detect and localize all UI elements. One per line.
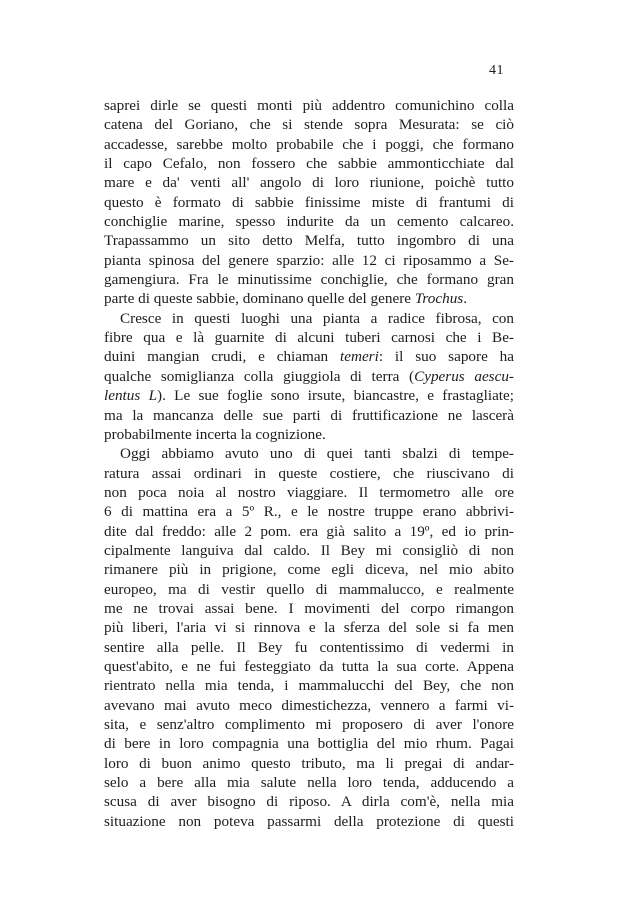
text-line: europeo, ma di vestir quello di mammalucco, e realmente bbox=[104, 580, 514, 598]
text-line: il capo Cefalo, non fossero che sabbie ammonticchiate dal bbox=[104, 155, 514, 173]
text-line: rimanere più in prigione, come egli diceva, nel mio abito bbox=[104, 561, 514, 579]
text-line bbox=[104, 386, 514, 405]
text-line: rientrato nella mia tenda, i mammalucchi del Bey, che non bbox=[104, 677, 514, 695]
text-line: non poca noia al nostro viaggiare. Il termometro alle ore bbox=[104, 483, 514, 501]
text-line: ma la mancanza delle sue parti di fruttificazione ne lascerà bbox=[104, 406, 514, 424]
text-line: ratura assai ordinari in queste costiere, che riuscivano di bbox=[104, 464, 514, 482]
text-line: probabilmente incerta la cognizione. bbox=[104, 425, 326, 443]
text-line: pianta spinosa del genere sparzio: alle 12 ci riposammo a Se- bbox=[104, 251, 514, 269]
text-run: : il suo sapore ha bbox=[378, 348, 514, 366]
text-line: selo a bere alla mia salute nella loro tenda, adducendo a bbox=[104, 774, 514, 792]
text-line bbox=[104, 289, 514, 308]
text-line: Trapassammo un sito detto Melfa, tutto ingombro di una bbox=[104, 232, 514, 250]
text-line: questo è formato di sabbie finissime miste di frantumi di bbox=[104, 193, 514, 211]
text-line: scusa di aver bisogno di riposo. A dirla com'è, nella mia bbox=[104, 793, 514, 811]
text-run: duini mangian crudi, e chiaman bbox=[104, 348, 341, 366]
text-run: qualche somiglianza colla giuggiola di terra ( bbox=[104, 367, 415, 385]
body-text bbox=[104, 96, 514, 831]
text-line: di bere in loro compagnia una bottiglia del mio rhum. Pagai bbox=[104, 735, 514, 753]
text-run: . bbox=[463, 290, 467, 308]
text-line: mare e da' venti all' angolo di loro riunione, poichè tutto bbox=[104, 174, 514, 192]
text-line: avevano mai avuto meco dimestichezza, vennero a farmi vi- bbox=[104, 696, 514, 714]
text-line: sita, e senz'altro complimento mi proposero di aver l'onore bbox=[104, 716, 514, 733]
text-line: catena del Goriano, che si stende sopra Mesurata: se ciò bbox=[104, 116, 514, 134]
text-line: quest'abito, e ne fui festeggiato da tutta la sua corte. Appena bbox=[104, 657, 514, 675]
text-run: parte di queste sabbie, dominano quelle del genere bbox=[104, 290, 415, 308]
text-line: gamengiura. Fra le minutissime conchiglie, che formano gran bbox=[104, 271, 514, 289]
text-line: saprei dirle se questi monti più addentro comunichino colla bbox=[104, 97, 514, 114]
italic-term: lentus L bbox=[104, 387, 158, 405]
italic-term: temeri bbox=[340, 348, 379, 366]
text-line bbox=[104, 347, 514, 366]
text-line: 6 di mattina era a 5º R., e le nostre truppe erano abbrivi- bbox=[104, 503, 514, 521]
text-line: me ne trovai assai bene. I movimenti del corpo rimangon bbox=[104, 599, 514, 617]
text-line: accadesse, sarebbe molto probabile che i poggi, che formano bbox=[104, 135, 514, 153]
text-line bbox=[104, 309, 514, 328]
text-run: Cresce in questi luoghi una pianta a radice fibrosa, con bbox=[120, 309, 514, 327]
text-line: dite dal freddo: alle 2 pom. era già salito a 19º, ed io prin- bbox=[104, 522, 514, 540]
text-line: loro di buon animo questo tributo, ma li pregai di andar- bbox=[104, 754, 514, 772]
text-line: conchiglie marine, spesso indurite da un cemento calcareo. bbox=[104, 213, 514, 231]
text-line: sentire alla pelle. Il Bey fu contentissimo di vedermi in bbox=[104, 638, 514, 656]
page-number: 41 bbox=[489, 63, 504, 78]
text-line: cipalmente languiva dal caldo. Il Bey mi consigliò di non bbox=[104, 541, 514, 559]
text-line bbox=[104, 367, 514, 386]
text-line: situazione non poteva passarmi della protezione di questi bbox=[104, 812, 514, 830]
italic-term: Trochus bbox=[414, 290, 464, 308]
text-line: fibre qua e là guarnite di alcuni tuberi carnosi che i Be- bbox=[104, 329, 514, 347]
text-run: ). Le sue foglie sono irsute, biancastre, e frastagliate; bbox=[157, 387, 514, 405]
text-line: Oggi abbiamo avuto uno di quei tanti sbalzi di tempe- bbox=[120, 445, 514, 463]
italic-term: Cyperus aescu- bbox=[414, 367, 514, 385]
text-line: più liberi, l'aria vi si rinnova e la sferza del sole si fa men bbox=[104, 619, 514, 637]
